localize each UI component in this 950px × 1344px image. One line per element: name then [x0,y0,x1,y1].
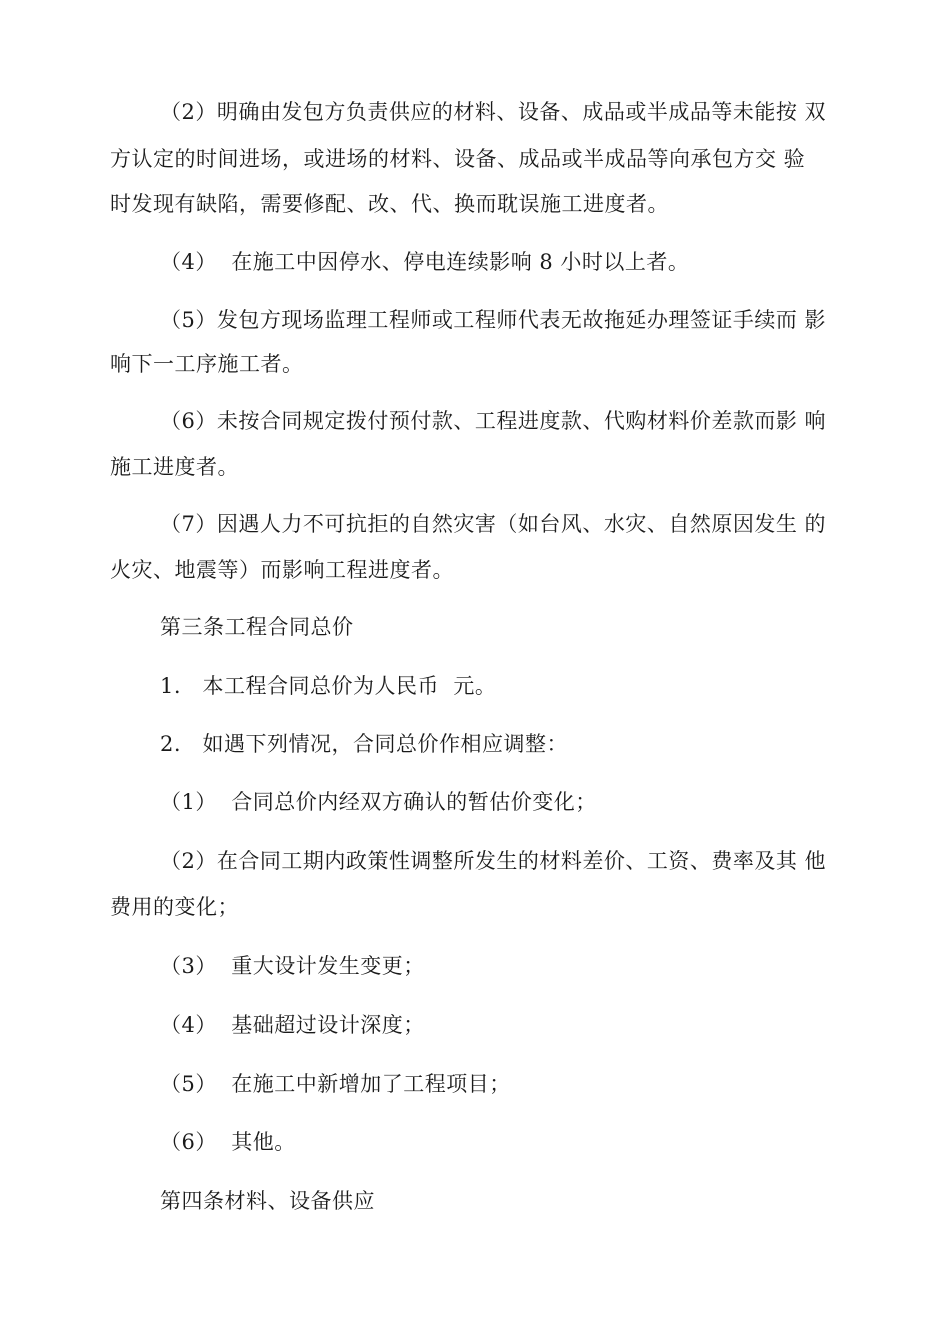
article-4-heading: 第四条材料、设备供应 [160,1189,375,1213]
paragraph-6-line-1: （6）未按合同规定拨付预付款、工程进度款、代购材料价差款而影 响 [160,409,827,433]
sub-item-2-line-2: 费用的变化； [110,895,239,919]
paragraph-2-line-1: （2）明确由发包方负责供应的材料、设备、成品或半成品等未能按 双 [160,100,827,124]
sub-item-4: （4） 基础超过设计深度； [160,1013,425,1037]
paragraph-5-line-2: 响下一工序施工者。 [110,352,304,376]
paragraph-2-line-2: 方认定的时间进场，或进场的材料、设备、成品或半成品等向承包方交 验 [110,147,806,171]
sub-item-5: （5） 在施工中新增加了工程项目； [160,1072,511,1096]
item-2: 2. 如遇下列情况，合同总价作相应调整： [160,732,569,756]
paragraph-7-line-1: （7）因遇人力不可抗拒的自然灾害（如台风、水灾、自然原因发生 的 [160,512,827,536]
sub-item-3: （3） 重大设计发生变更； [160,954,425,978]
paragraph-4-line-1: （4） 在施工中因停水、停电连续影响 8 小时以上者。 [160,250,690,274]
paragraph-5-line-1: （5）发包方现场监理工程师或工程师代表无故拖延办理签证手续而 影 [160,308,827,332]
sub-item-6: （6） 其他。 [160,1130,296,1154]
paragraph-7-line-2: 火灾、地震等）而影响工程进度者。 [110,558,454,582]
sub-item-1: （1） 合同总价内经双方确认的暂估价变化； [160,790,597,814]
paragraph-6-line-2: 施工进度者。 [110,455,239,479]
paragraph-2-line-3: 时发现有缺陷，需要修配、改、代、换而耽误施工进度者。 [110,192,669,216]
article-3-heading: 第三条工程合同总价 [160,615,354,639]
item-1: 1. 本工程合同总价为人民币 元。 [160,674,497,698]
sub-item-2-line-1: （2）在合同工期内政策性调整所发生的材料差价、工资、费率及其 他 [160,849,827,873]
